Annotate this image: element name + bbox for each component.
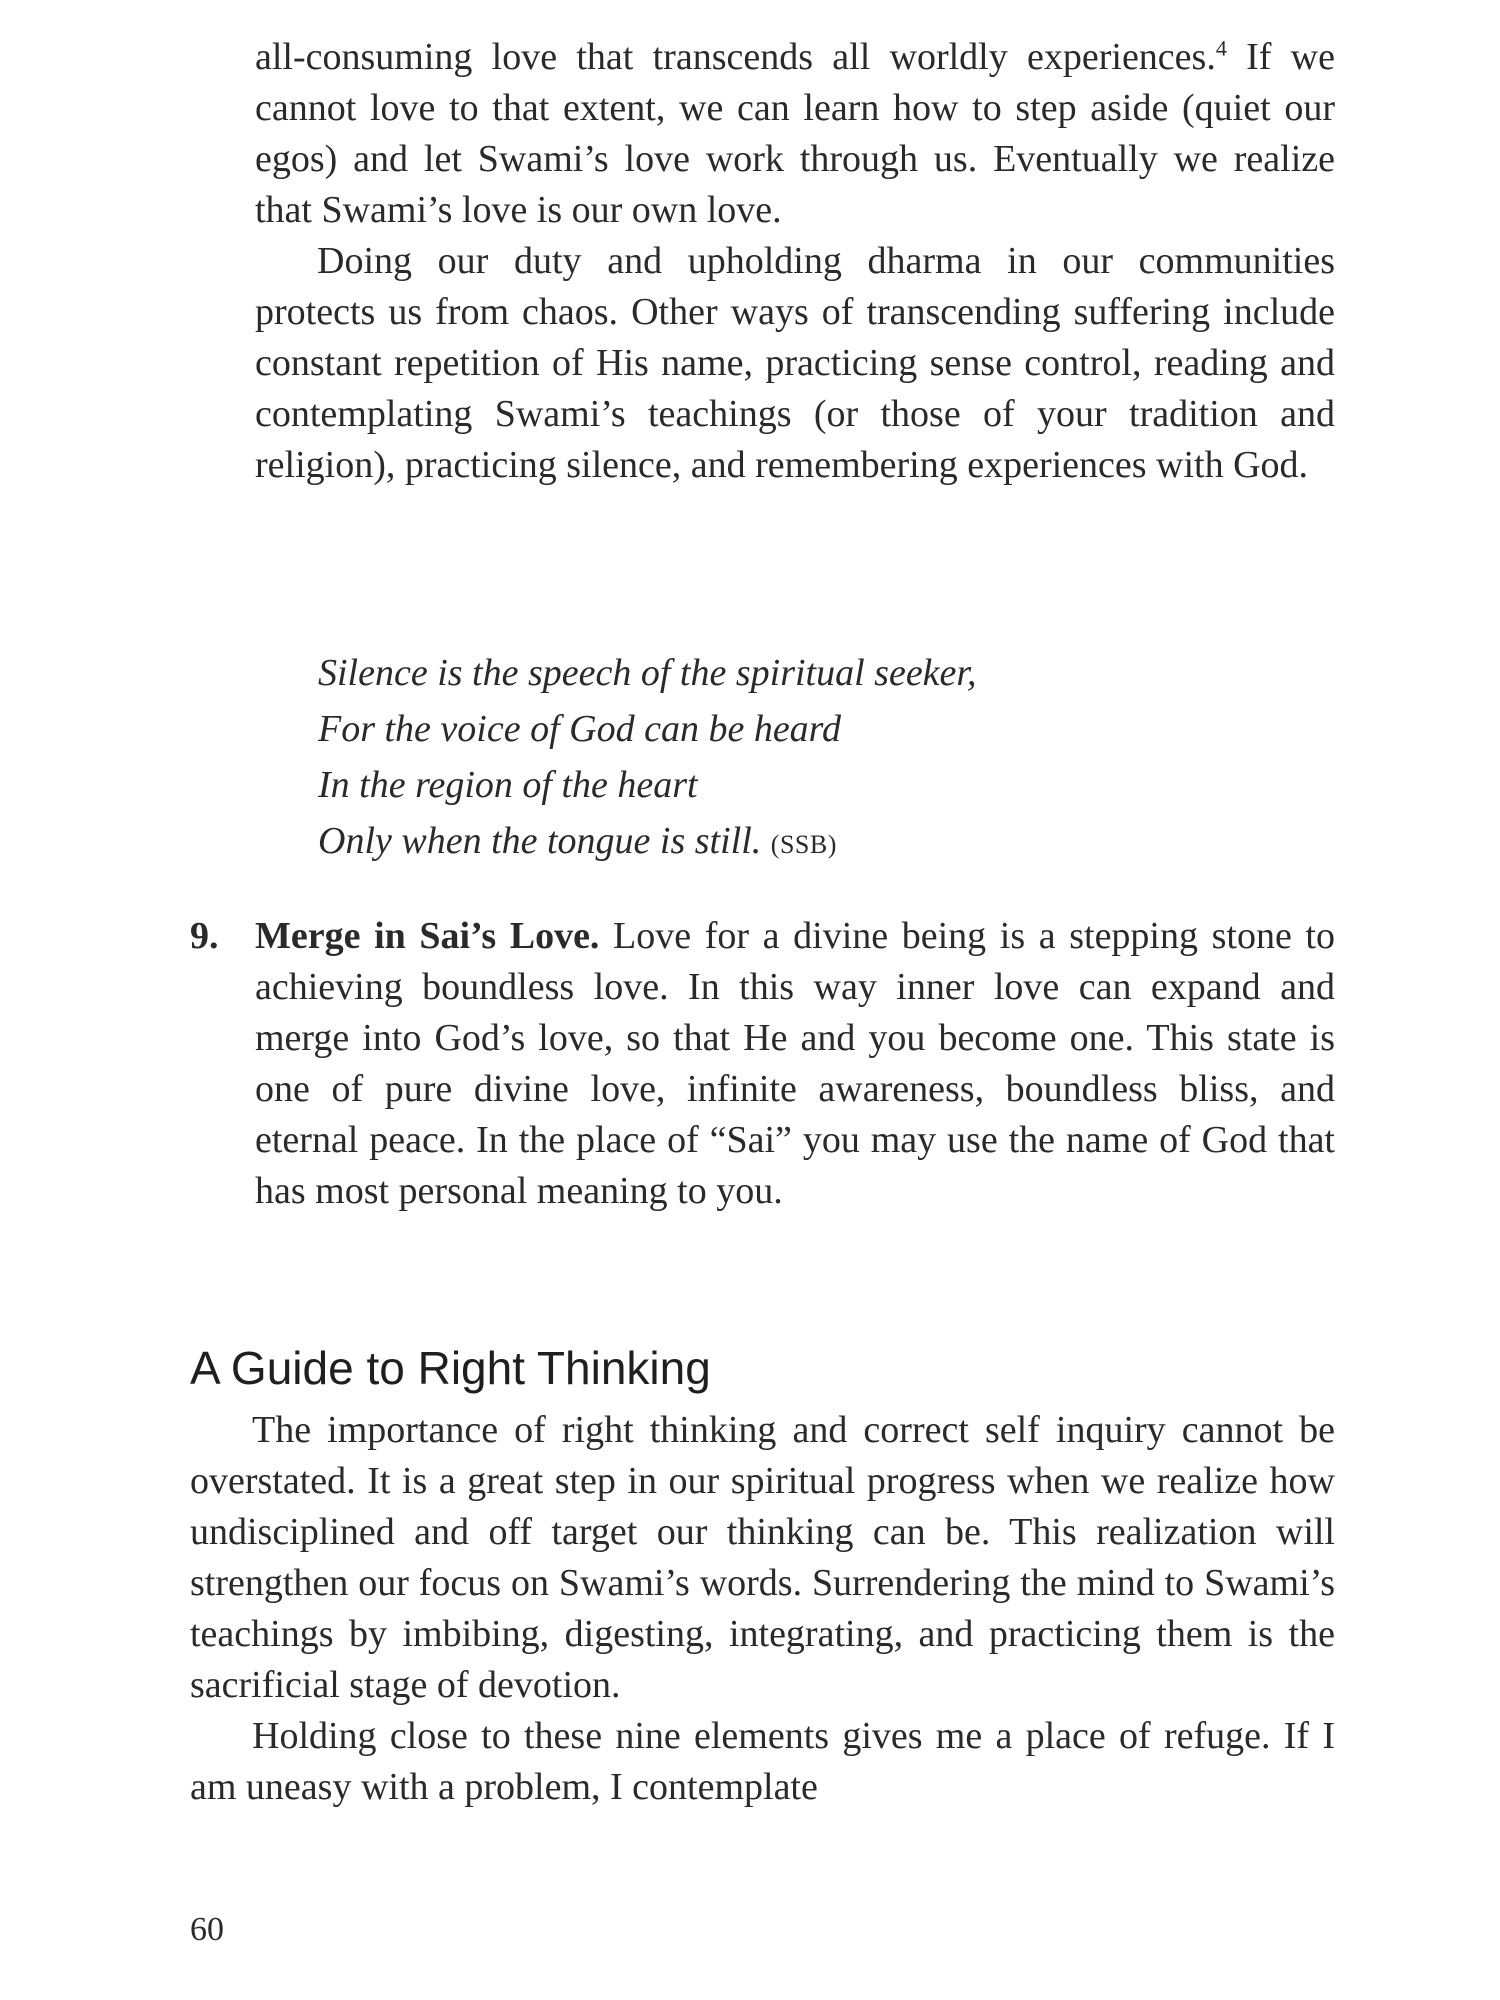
upper-text-block — [255, 32, 1335, 491]
section-text-block — [190, 1405, 1335, 1813]
poem-line: Silence is the speech of the spiritual seeker, — [318, 652, 977, 694]
poem-line-text: Only when the tongue is still. — [318, 820, 762, 862]
list-item-body — [255, 911, 1335, 1217]
section-paragraph-2: Holding close to these nine elements gives me a place of refuge. If I am uneasy with a problem, I contemplate — [190, 1715, 1335, 1808]
dharma-paragraph: Doing our duty and upholding dharma in our communities protects us from chaos. Other ways of transcending suffering include constant repetition of His name, practicing sense control, reading and contemplating Swami’s teachings (or those of your tradition and religion), practicing silence, and remembering experiences with God. — [255, 240, 1335, 486]
poem-quote — [318, 645, 1218, 873]
poem-line: For the voice of God can be heard — [318, 708, 842, 750]
poem-line-last — [318, 813, 1218, 873]
poem-citation: (SSB) — [770, 830, 837, 859]
continuation-text-after: If we cannot love to that extent, we can learn how to step aside (quiet our egos) and let Swami’s love work through us. Eventually we realize that Swami’s love is our own love. — [255, 36, 1335, 231]
section-paragraph-1: The importance of right thinking and correct self inquiry cannot be overstated. It is a great step in our spiritual progress when we realize how undisciplined and off target our thinking can be. This realization will strengthen our focus on Swami’s words. Surrendering the mind to Swami’s teachings by imbibing, digesting, integrating, and practicing them is the sacrificial stage of devotion. — [190, 1409, 1335, 1706]
list-item-text: Love for a divine being is a stepping stone to achieving boundless love. In this way inner love can expand and merge into God’s love, so that He and you become one. This state is one of pure divine love, infinite awareness, boundless bliss, and eternal peace. In the place of “Sai” you may use the name of God that has most personal meaning to you. — [255, 915, 1335, 1212]
footnote-marker: 4 — [1215, 35, 1227, 61]
list-item-number: 9. — [190, 915, 219, 957]
continuation-text: all-consuming love that transcends all worldly experiences. — [255, 36, 1216, 78]
continuation-paragraph — [255, 32, 1335, 236]
section-heading: A Guide to Right Thinking — [190, 1342, 711, 1394]
page-number: 60 — [190, 1911, 224, 1948]
list-item-lead: Merge in Sai’s Love. — [255, 915, 600, 957]
poem-line: In the region of the heart — [318, 764, 698, 806]
numbered-list-item — [190, 911, 1335, 1217]
